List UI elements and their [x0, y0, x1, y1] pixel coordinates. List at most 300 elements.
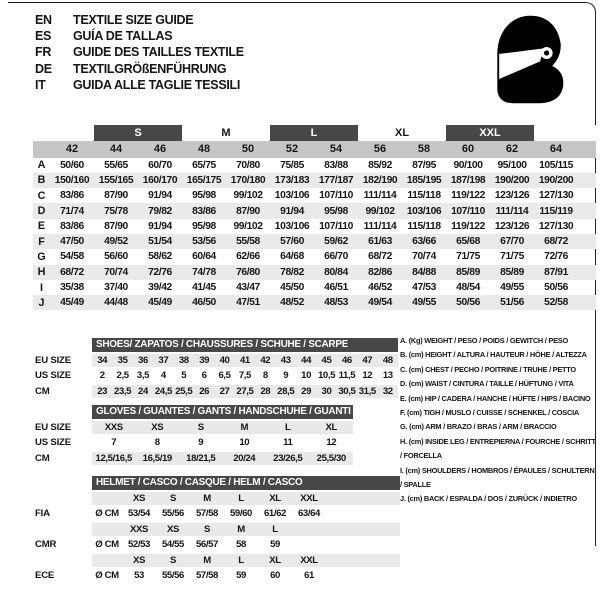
size-cell: 53/56: [192, 236, 216, 248]
size-cell: 63/66: [412, 236, 436, 248]
size-cell: 6,5: [218, 370, 231, 382]
band-xxl: XXL: [446, 125, 534, 141]
size-column-header: 58: [417, 143, 431, 156]
size-cell: 8: [262, 370, 268, 382]
language-title: TEXTILE SIZE GUIDE: [73, 13, 194, 28]
size-cell: 64/68: [280, 251, 304, 263]
table-title-row: [33, 338, 398, 352]
size-cell: 45: [316, 354, 336, 368]
size-cell: 185/195: [406, 174, 442, 186]
measurement-letter: G: [37, 250, 46, 263]
size-cell: 103/106: [406, 205, 442, 217]
size-cell: 150/160: [54, 174, 90, 186]
size-cell: 70/80: [236, 159, 260, 171]
size-cell: 47: [357, 354, 377, 368]
measurement-legend: [400, 334, 598, 507]
size-cell: 87/90: [104, 220, 128, 232]
size-cell: 50/56: [544, 282, 568, 294]
size-cell: 52/58: [544, 297, 568, 309]
size-header-cell: S: [190, 523, 224, 537]
unit-cell: Ø CM: [95, 508, 119, 520]
size-cell: 12: [362, 370, 373, 382]
size-cell: 83/86: [60, 220, 84, 232]
spacer-cell: [578, 265, 596, 280]
size-cell: 62/66: [236, 251, 260, 263]
size-cell: 51/56: [500, 297, 524, 309]
language-code: IT: [35, 77, 46, 92]
size-cell: 99/102: [233, 220, 263, 232]
size-cell: 119/122: [451, 220, 485, 232]
size-column-header: 52: [285, 143, 299, 156]
size-cell: 95/98: [192, 220, 216, 232]
size-cell: 91/94: [148, 220, 172, 232]
size-column-header: 60: [461, 143, 475, 156]
size-cell: 37/40: [104, 282, 128, 294]
size-cell: 39: [194, 354, 214, 368]
language-row: [35, 77, 244, 93]
size-cell: 107/110: [319, 190, 353, 202]
size-header-cell: XXS: [122, 523, 156, 537]
legend-item: G. (cm) ARM / BRAZO / BRAS / ARM / BRACCIO: [400, 422, 557, 432]
size-cell: 165/175: [186, 174, 222, 186]
language-title: GUIDA ALLE TAGLIE TESSILI: [73, 77, 241, 92]
size-cell: 47/53: [412, 282, 436, 294]
size-cell: 30: [316, 385, 336, 399]
size-cell: 45/49: [148, 297, 172, 309]
size-cell: 9: [198, 437, 204, 449]
size-cell: 85/89: [456, 266, 480, 278]
spacer-cell: [33, 476, 92, 490]
size-cell: XL: [310, 421, 354, 435]
fia-values-row: [33, 507, 400, 521]
size-cell: 49/54: [368, 297, 392, 309]
legend-item: B. (cm) HEIGHT / ALTURA / HAUTEUR / HÖHE / ALTEZZA: [400, 350, 587, 360]
gloves-size-table: [33, 403, 353, 467]
size-cell: 61/63: [368, 236, 392, 248]
size-cell: 54/55: [161, 539, 184, 551]
measurement-row: [33, 280, 596, 295]
size-cell: 66/70: [324, 251, 348, 263]
spacer-cell: [326, 507, 400, 521]
spacer-cell: [578, 141, 596, 158]
size-cell: 127/130: [538, 190, 574, 202]
spacer-cell: [33, 125, 50, 141]
size-header-cell: XS: [122, 492, 156, 506]
size-header-cell: XXL: [292, 492, 326, 506]
size-cell: 65/68: [456, 236, 480, 248]
size-band-row: [33, 125, 596, 141]
spacer-cell: [92, 492, 122, 506]
size-cell: 55/56: [161, 570, 184, 582]
size-cell: 46: [337, 354, 357, 368]
size-column-header: 56: [373, 143, 387, 156]
size-cell: 34: [92, 354, 112, 368]
size-cell: 24,5: [154, 385, 172, 397]
band-xl: XL: [358, 125, 446, 141]
language-row: [35, 61, 244, 77]
size-cell: 25,5/30: [310, 452, 354, 466]
measurement-letter: H: [37, 266, 46, 279]
size-cell: 63/64: [297, 508, 320, 520]
table-row: [33, 452, 353, 466]
size-cell: 60/70: [148, 159, 172, 171]
size-cell: 23/26,5: [266, 452, 310, 466]
size-cell: 55/56: [161, 508, 184, 520]
size-cell: 115/118: [407, 190, 441, 202]
measurement-letter: C: [37, 189, 46, 202]
size-header-cell: M: [190, 492, 224, 506]
spacer-cell: [326, 492, 400, 506]
size-cell: 50/60: [60, 159, 84, 171]
size-cell: 95/98: [192, 190, 216, 202]
size-cell: 35/38: [60, 282, 84, 294]
row-label: EU SIZE: [35, 354, 71, 366]
table-row: [33, 385, 398, 399]
spacer-cell: [534, 125, 578, 141]
spacer-cell: [326, 523, 400, 537]
size-cell: 105/115: [539, 159, 573, 171]
size-cell: 182/190: [362, 174, 398, 186]
size-header-cell: S: [156, 492, 190, 506]
size-cell: 27: [214, 385, 234, 399]
size-cell: 111/114: [363, 190, 397, 202]
size-cell: 47/51: [236, 297, 260, 309]
size-cell: 67/70: [500, 236, 524, 248]
size-cell: 30,5: [338, 385, 356, 397]
size-cell: 95/98: [324, 205, 348, 217]
size-cell: 42: [255, 354, 275, 368]
row-label: US SIZE: [35, 370, 71, 382]
size-cell: 61/62: [263, 508, 286, 520]
size-cell: 48/54: [456, 282, 480, 294]
gloves-table-body: [33, 421, 353, 466]
size-cell: 44/48: [104, 297, 128, 309]
size-cell: 123/126: [494, 190, 530, 202]
size-header-cell: L: [224, 554, 258, 568]
size-cell: 54/58: [60, 251, 84, 263]
size-cell: 49/55: [412, 297, 436, 309]
size-cell: 68/72: [368, 251, 392, 263]
legend-item: J. (cm) BACK / ESPALDA / DOS / ZURÜCK / INDIETRO: [400, 494, 577, 504]
size-header-cell: XS: [156, 523, 190, 537]
size-column-header: 62: [505, 143, 519, 156]
row-label: ECE: [35, 570, 55, 582]
measurement-row: [33, 234, 596, 249]
size-cell: 51/54: [148, 236, 172, 248]
size-cell: 60: [270, 570, 280, 582]
size-cell: 72/76: [148, 266, 172, 278]
size-cell: 177/187: [318, 174, 354, 186]
size-header-cell: XS: [122, 554, 156, 568]
size-column-header: 46: [153, 143, 167, 156]
size-header-cell: L: [224, 492, 258, 506]
size-cell: 28: [255, 385, 275, 399]
language-row: [35, 44, 244, 60]
size-cell: 47/50: [60, 236, 84, 248]
size-cell: 49/52: [104, 236, 128, 248]
measurement-letter: E: [37, 220, 46, 233]
size-cell: 29: [296, 385, 316, 399]
size-cell: 59/60: [229, 508, 252, 520]
row-label: CMR: [35, 539, 57, 551]
size-cell: 10: [239, 437, 250, 449]
size-cell: 37: [153, 354, 173, 368]
size-header-cell: M: [224, 523, 258, 537]
size-cell: 61: [304, 570, 314, 582]
size-cell: L: [266, 421, 310, 435]
size-cell: 87/95: [412, 159, 436, 171]
size-cell: 26: [194, 385, 214, 399]
language-row: [35, 28, 244, 44]
ece-values-row: [33, 569, 400, 583]
spacer-cell: [33, 554, 92, 568]
spacer-cell: [326, 569, 400, 583]
band-s: S: [94, 125, 182, 141]
spacer-cell: [50, 125, 94, 141]
size-cell: 60/64: [192, 251, 216, 263]
size-cell: 74/78: [192, 266, 216, 278]
size-cell: 190/200: [538, 174, 574, 186]
size-cell: 57/60: [280, 236, 304, 248]
size-cell: 68/72: [544, 236, 568, 248]
row-label: CM: [35, 452, 50, 464]
size-cell: 28,5: [277, 385, 295, 397]
measurement-row: [33, 249, 596, 264]
helmet-table-title: HELMET / CASCO / CASQUE / HELM / CASCO: [92, 476, 400, 490]
spacer-cell: [578, 295, 596, 310]
size-cell: 103/106: [274, 220, 310, 232]
size-cell: 35: [112, 354, 132, 368]
size-cell: 56/60: [104, 251, 128, 263]
measurement-letter: A: [37, 159, 46, 172]
legend-item: C. (cm) CHEST / PECHO / POITRINE / TRUHE / PETTO: [400, 364, 576, 374]
size-cell: 7: [111, 437, 117, 449]
language-title: GUÍA DE TALLAS: [73, 29, 173, 44]
size-cell: 43: [276, 354, 296, 368]
size-cell: 5: [181, 370, 187, 382]
size-cell: 10,5: [317, 370, 336, 382]
spacer-cell: [92, 523, 122, 537]
row-label: US SIZE: [35, 437, 71, 449]
size-cell: 58/62: [148, 251, 172, 263]
size-cell: 11: [283, 437, 293, 449]
table-title-row: [33, 476, 400, 490]
size-cell: 56/57: [195, 539, 218, 551]
language-code: FR: [35, 45, 52, 60]
size-cell: 170/180: [230, 174, 266, 186]
size-header-cell: XL: [258, 554, 292, 568]
size-cell: 71/75: [456, 251, 480, 263]
size-column-header: 44: [109, 143, 123, 156]
size-cell: 107/110: [451, 205, 485, 217]
measurement-row: [33, 219, 596, 234]
size-header-cell: S: [156, 554, 190, 568]
language-header: [35, 12, 244, 93]
measurement-letter: F: [38, 235, 45, 248]
size-cell: 127/130: [538, 220, 574, 232]
size-cell: 10: [301, 370, 312, 382]
table-row: [33, 421, 353, 435]
size-cell: 76/80: [236, 266, 260, 278]
size-cell: 190/200: [494, 174, 530, 186]
cmr-sizes-row: [33, 523, 400, 537]
measurement-row: [33, 265, 596, 280]
measurement-row: [33, 173, 596, 188]
measurement-letter: B: [37, 174, 46, 187]
band-m: M: [182, 125, 270, 141]
size-cell: 9: [283, 370, 289, 382]
size-cell: 12: [326, 437, 337, 449]
language-code: EN: [35, 13, 52, 28]
spacer-cell: [578, 158, 596, 173]
size-cell: 83/86: [60, 190, 84, 202]
size-cell: 46/50: [192, 297, 216, 309]
size-cell: 87/90: [104, 190, 128, 202]
size-cell: 55/65: [104, 159, 128, 171]
size-cell: 2: [99, 370, 105, 382]
size-cell: XXS: [92, 421, 136, 435]
size-number-row: [33, 141, 596, 158]
size-cell: 12,5/16,5: [92, 452, 136, 466]
measurement-letter: I: [40, 281, 43, 294]
size-column-header: 54: [329, 143, 343, 156]
spacer-cell: [578, 249, 596, 264]
row-label: CM: [35, 385, 50, 397]
spacer-cell: [33, 492, 92, 506]
language-row: [35, 12, 244, 28]
measurement-row: [33, 295, 596, 310]
size-cell: 83/88: [324, 159, 348, 171]
size-cell: 71/75: [500, 251, 524, 263]
spacer-cell: [33, 141, 50, 158]
size-cell: 45/50: [280, 282, 304, 294]
language-title: TEXTILGRÖßENFÜHRUNG: [73, 61, 227, 76]
size-cell: 55/58: [236, 236, 260, 248]
size-cell: 48/53: [324, 297, 348, 309]
size-cell: 48: [377, 354, 398, 368]
size-cell: 41: [235, 354, 255, 368]
size-header-cell: XXL: [292, 554, 326, 568]
size-cell: 44: [296, 354, 316, 368]
size-cell: 52/53: [127, 539, 150, 551]
size-cell: 8: [154, 437, 160, 449]
helmet-size-table: [33, 474, 400, 585]
size-cell: 91/94: [280, 205, 304, 217]
size-cell: M: [223, 421, 267, 435]
size-cell: 80/84: [324, 266, 348, 278]
size-cell: 23: [92, 385, 112, 399]
size-cell: 53: [134, 570, 144, 582]
garment-size-body: [33, 158, 596, 311]
size-cell: 65/75: [192, 159, 216, 171]
helmet-icon: [489, 13, 567, 106]
table-title-row: [33, 405, 353, 419]
legend-item: D. (cm) WAIST / CINTURA / TAILLE / HÜFTUNG / VITA: [400, 379, 574, 389]
size-cell: 3,5: [136, 370, 150, 382]
table-row: [33, 369, 398, 383]
shoes-table-title: SHOES/ ZAPATOS / CHAUSSURES / SCHUHE / SCARPE: [92, 338, 398, 352]
size-cell: 46/51: [324, 282, 348, 294]
size-cell: 59: [270, 539, 280, 551]
spacer-cell: [326, 538, 400, 552]
size-cell: 31,5: [358, 385, 376, 397]
size-cell: 79/82: [148, 205, 172, 217]
size-column-header: 48: [197, 143, 211, 156]
unit-cell: Ø CM: [95, 570, 119, 582]
row-label: EU SIZE: [35, 421, 71, 433]
spacer-cell: [578, 219, 596, 234]
size-cell: 58: [236, 539, 246, 551]
legend-item: I. (cm) SHOULDERS / HOMBROS / ÉPAULES / SCHULTERN / SPALLE: [400, 465, 595, 490]
size-cell: 49/55: [500, 282, 524, 294]
size-cell: 115/118: [407, 220, 441, 232]
language-code: ES: [35, 29, 52, 44]
legend-item: A. (Kg) WEIGHT / PESO / POIDS / GEWITCH / PESO: [400, 336, 568, 345]
size-cell: 84/88: [412, 266, 436, 278]
size-cell: 20/24: [223, 452, 267, 466]
size-cell: 87/90: [236, 205, 260, 217]
size-cell: 7,5: [238, 370, 251, 382]
size-column-header: 42: [65, 143, 79, 156]
size-header-cell: L: [258, 523, 292, 537]
spacer-cell: [578, 203, 596, 218]
size-cell: 90/100: [453, 159, 483, 171]
size-cell: 70/74: [412, 251, 436, 263]
size-cell: 32: [377, 385, 398, 399]
size-cell: 45/49: [60, 297, 84, 309]
size-cell: 119/122: [451, 190, 485, 202]
size-cell: 85/92: [368, 159, 392, 171]
spacer-cell: [292, 523, 326, 537]
size-cell: 187/198: [450, 174, 486, 186]
size-cell: 59: [236, 570, 246, 582]
size-cell: 25,5: [175, 385, 193, 397]
spacer-cell: [578, 234, 596, 249]
size-cell: 41/45: [192, 282, 216, 294]
size-cell: 16,5/19: [136, 452, 180, 466]
size-cell: 68/72: [60, 266, 84, 278]
size-cell: 13: [382, 370, 393, 382]
size-cell: 103/106: [274, 190, 310, 202]
language-title: GUIDE DES TAILLES TEXTILE: [73, 45, 244, 60]
size-cell: 6: [201, 370, 207, 382]
size-cell: 155/165: [98, 174, 134, 186]
size-cell: 115/119: [539, 205, 573, 217]
band-l: L: [270, 125, 358, 141]
measurement-row: [33, 158, 596, 173]
row-label: FIA: [35, 508, 50, 520]
cmr-values-row: [33, 538, 400, 552]
measurement-letter: D: [37, 205, 46, 218]
size-cell: 57/58: [195, 570, 218, 582]
size-cell: 50/56: [456, 297, 480, 309]
gloves-table-title: GLOVES / GUANTES / GANTS / HANDSCHUHE / GUANTI: [92, 405, 353, 419]
size-cell: 2,5: [116, 370, 129, 382]
size-cell: 48/52: [280, 297, 304, 309]
size-cell: 71/74: [60, 205, 84, 217]
size-header-cell: M: [190, 554, 224, 568]
size-cell: 70/74: [104, 266, 128, 278]
size-cell: 11,5: [338, 370, 356, 382]
size-cell: 83/86: [192, 205, 216, 217]
spacer-cell: [33, 405, 92, 419]
size-cell: 46/52: [368, 282, 392, 294]
measurement-row: [33, 188, 596, 203]
legend-item: F. (cm) TIGH / MUSLO / CUISSE / SCHENKEL / COSCIA: [400, 408, 579, 418]
size-cell: 99/102: [233, 190, 263, 202]
size-cell: 27,5: [236, 385, 254, 397]
size-cell: 4: [160, 370, 166, 382]
